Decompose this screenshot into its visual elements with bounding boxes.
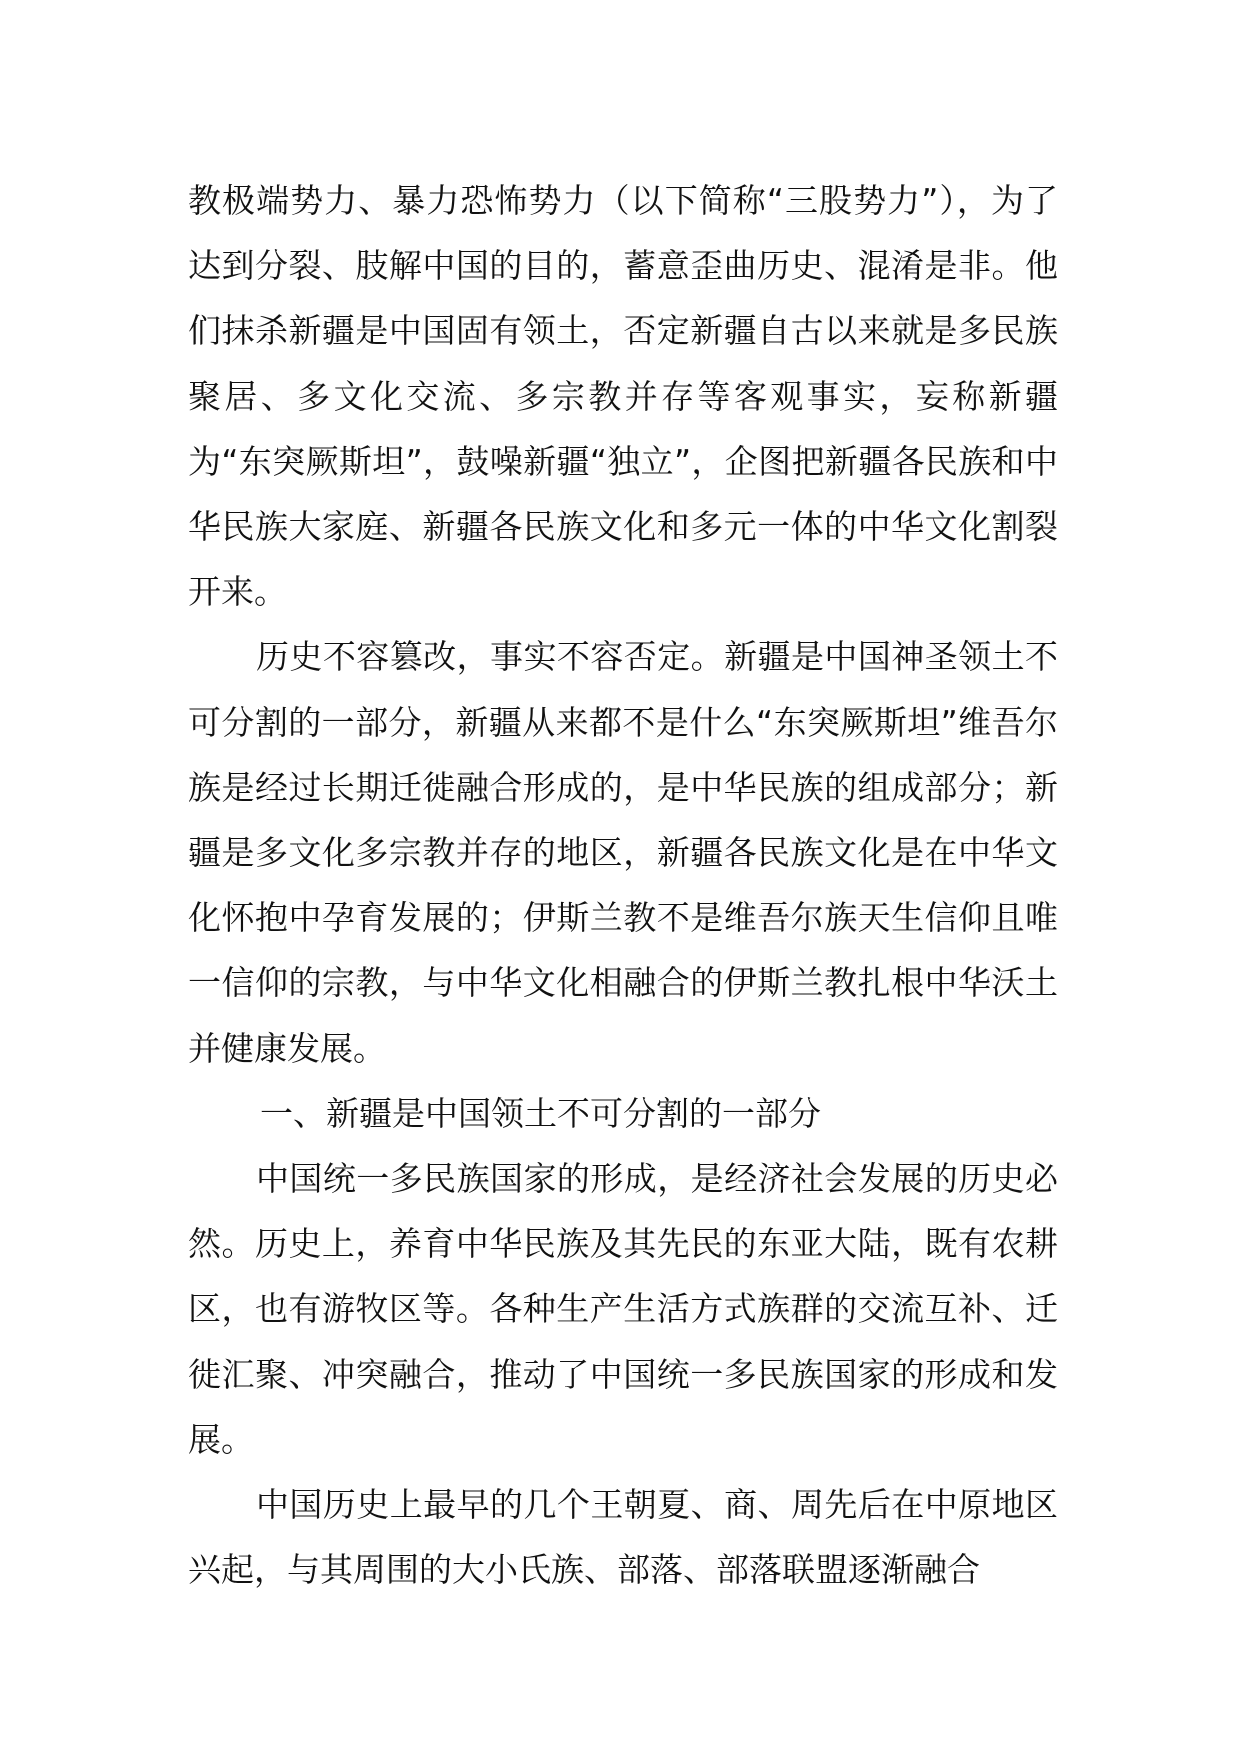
paragraph-3: 中国统一多民族国家的形成，是经济社会发展的历史必然。历史上，养育中华民族及其先民的东亚大陆，既有农耕区，也有游牧区等。各种生产生活方式族群的交流互补、迁徙汇聚、冲突融合，推动了中国统一多民族国家的形成和发展。 (188, 1159, 1058, 1459)
document-body (188, 168, 1058, 1602)
paragraph-4: 中国历史上最早的几个王朝夏、商、周先后在中原地区兴起，与其周围的大小氏族、部落、部落联盟逐渐融合 (188, 1485, 1058, 1590)
paragraph-2: 历史不容篡改，事实不容否定。新疆是中国神圣领土不可分割的一部分，新疆从来都不是什么“东突厥斯坦”维吾尔族是经过长期迁徙融合形成的，是中华民族的组成部分；新疆是多文化多宗教并存的地区，新疆各民族文化是在中华文化怀抱中孕育发展的；伊斯兰教不是维吾尔族天生信仰且唯一信仰的宗教，与中华文化相融合的伊斯兰教扎根中华沃土并健康发展。 (188, 637, 1058, 1068)
paragraph-1: 教极端势力、暴力恐怖势力（以下简称“三股势力”），为了达到分裂、肢解中国的目的，蓄意歪曲历史、混淆是非。他们抹杀新疆是中国固有领土，否定新疆自古以来就是多民族聚居、多文化交流、多宗教并存等客观事实，妄称新疆为“东突厥斯坦”，鼓噪新疆“独立”，企图把新疆各民族和中华民族大家庭、新疆各民族文化和多元一体的中华文化割裂开来。 (188, 181, 1058, 612)
section-heading: 一、新疆是中国领土不可分割的一部分 (260, 1093, 821, 1133)
